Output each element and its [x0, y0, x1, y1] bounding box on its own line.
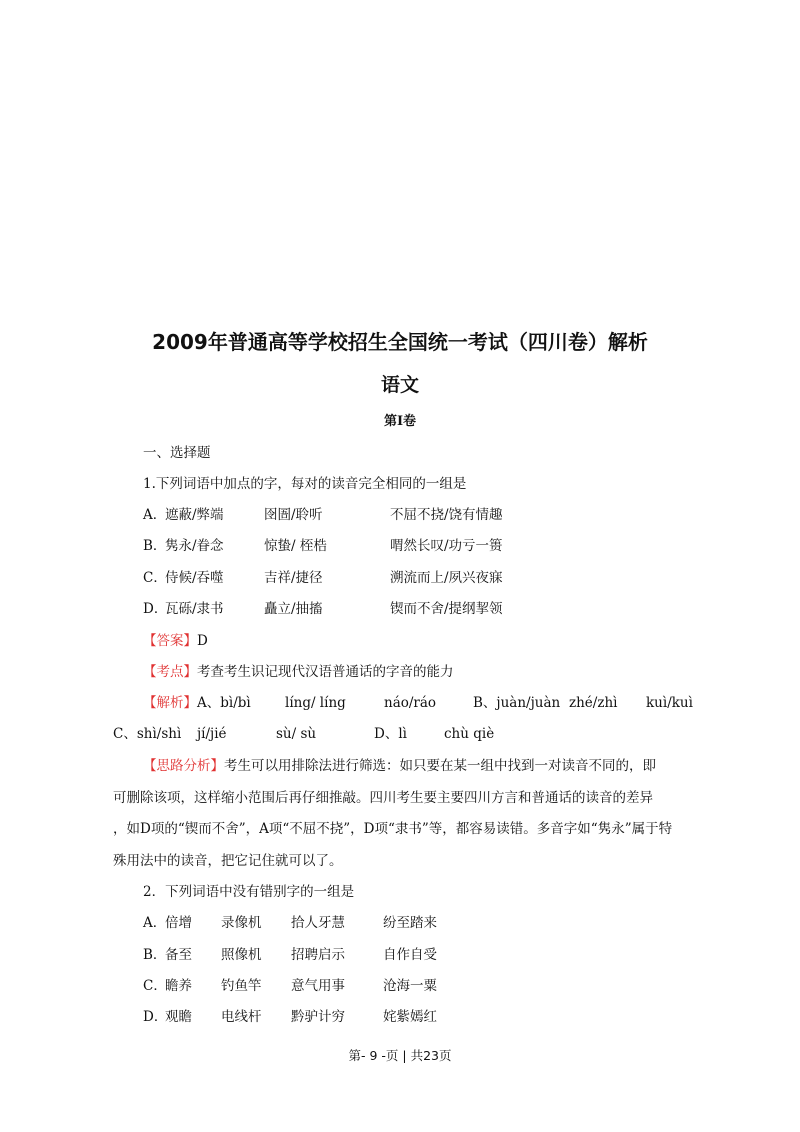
- subject-heading: 语文: [380, 374, 419, 396]
- q1-answer: [143, 629, 208, 649]
- option-item: 钓鱼竿: [221, 978, 262, 994]
- q2-stem: 2．下列词语中没有错别字的一组是: [143, 884, 355, 900]
- option-item: 喟然长叹/功亏一篑: [390, 538, 503, 554]
- option-item: 倍增: [165, 915, 192, 931]
- option-item: 照像机: [221, 947, 262, 963]
- option-label: A．: [143, 915, 167, 931]
- option-item: 自作自受: [383, 947, 437, 963]
- q1-think-line3: ，如D项的“锲而不舍”，A项“不屈不挠”，D项“隶书”等，都容易读错。多音字如“隽永”属于特: [113, 821, 673, 837]
- analysis-item: sù/ sù: [276, 726, 317, 742]
- option-label: C．: [143, 570, 167, 586]
- analysis-tag: 【解析】: [143, 695, 197, 711]
- option-item: 囹圄/聆听: [264, 507, 323, 523]
- analysis-item: jí/jié: [197, 726, 227, 742]
- option-item: 遮蔽/弊端: [165, 507, 224, 523]
- answer-value: D: [197, 633, 208, 649]
- q1-think-line2: 可删除该项，这样缩小范围后再仔细推敲。四川考生要主要四川方言和普通话的读音的差异: [113, 790, 653, 806]
- q1-option-a: [143, 503, 503, 523]
- q2-option-c: [143, 974, 437, 994]
- analysis-item: kuì/kuì: [646, 695, 693, 711]
- option-item: 黔驴计穷: [291, 1009, 345, 1025]
- option-label: C．: [143, 978, 167, 994]
- think-text: 考生可以用排除法进行筛选：如只要在某一组中找到一对读音不同的，即: [224, 758, 656, 774]
- option-item: 吉祥/捷径: [264, 570, 323, 586]
- option-item: 拾人牙慧: [291, 915, 345, 931]
- page-footer: 第- 9 -页 | 共23页: [348, 1048, 452, 1063]
- option-item: 沧海一粟: [383, 978, 437, 994]
- option-item: 备至: [165, 947, 192, 963]
- option-label: B．: [143, 538, 167, 554]
- point-tag: 【考点】: [143, 664, 197, 680]
- option-item: 电线杆: [221, 1009, 262, 1025]
- option-item: 隽永/眷念: [165, 538, 224, 554]
- option-item: 锲而不舍/提纲挈领: [390, 601, 503, 617]
- option-item: 纷至踏来: [383, 915, 437, 931]
- q1-point: [143, 660, 454, 680]
- section-heading: 一、选择题: [143, 445, 211, 461]
- q1-think-line1: [143, 754, 656, 774]
- option-item: 招聘启示: [291, 947, 345, 963]
- option-label: D．: [143, 1009, 168, 1025]
- q2-option-a: [143, 911, 437, 931]
- q1-analysis-line2: [113, 722, 494, 742]
- analysis-item: A、bì/bì: [197, 695, 251, 711]
- q2-option-d: [143, 1005, 437, 1025]
- option-label: A．: [143, 507, 167, 523]
- option-item: 意气用事: [291, 978, 345, 994]
- option-item: 不屈不挠/饶有情趣: [390, 507, 503, 523]
- analysis-item: líng/ líng: [285, 695, 346, 711]
- think-tag: 【思路分析】: [143, 758, 224, 774]
- q2-option-b: [143, 943, 437, 963]
- q1-option-c: [143, 566, 503, 586]
- option-item: 瞻养: [165, 978, 192, 994]
- point-text: 考查考生识记现代汉语普通话的字音的能力: [197, 664, 454, 680]
- option-item: 录像机: [221, 915, 262, 931]
- option-label: B．: [143, 947, 167, 963]
- option-item: 姹紫嫣红: [383, 1009, 437, 1025]
- option-item: 瓦砾/隶书: [165, 601, 224, 617]
- analysis-item: náo/ráo: [384, 695, 437, 711]
- option-item: 惊蛰/ 桎梏: [264, 538, 327, 554]
- q1-option-b: [143, 534, 503, 554]
- q1-option-d: [143, 597, 503, 617]
- option-label: D．: [143, 601, 168, 617]
- analysis-item: zhé/zhì: [569, 695, 618, 711]
- option-item: 观瞻: [165, 1009, 192, 1025]
- q1-stem: 1.下列词语中加点的字，每对的读音完全相同的一组是: [143, 476, 467, 492]
- q1-think-line4: 殊用法中的读音，把它记住就可以了。: [113, 853, 343, 869]
- option-item: 侍候/吞噬: [165, 570, 224, 586]
- option-item: 溯流而上/夙兴夜寐: [390, 570, 503, 586]
- analysis-item: D、lì: [374, 726, 407, 742]
- analysis-item: C、shì/shì: [113, 726, 182, 742]
- option-item: 矗立/抽搐: [264, 601, 323, 617]
- answer-tag: 【答案】: [143, 633, 197, 649]
- analysis-item: B、juàn/juàn: [473, 695, 561, 711]
- q1-analysis-line1: [143, 691, 693, 711]
- volume-heading: 第Ⅰ卷: [383, 414, 417, 429]
- document-title: 2009年普通高等学校招生全国统一考试（四川卷）解析: [152, 330, 648, 354]
- analysis-item: chù qiè: [444, 726, 495, 742]
